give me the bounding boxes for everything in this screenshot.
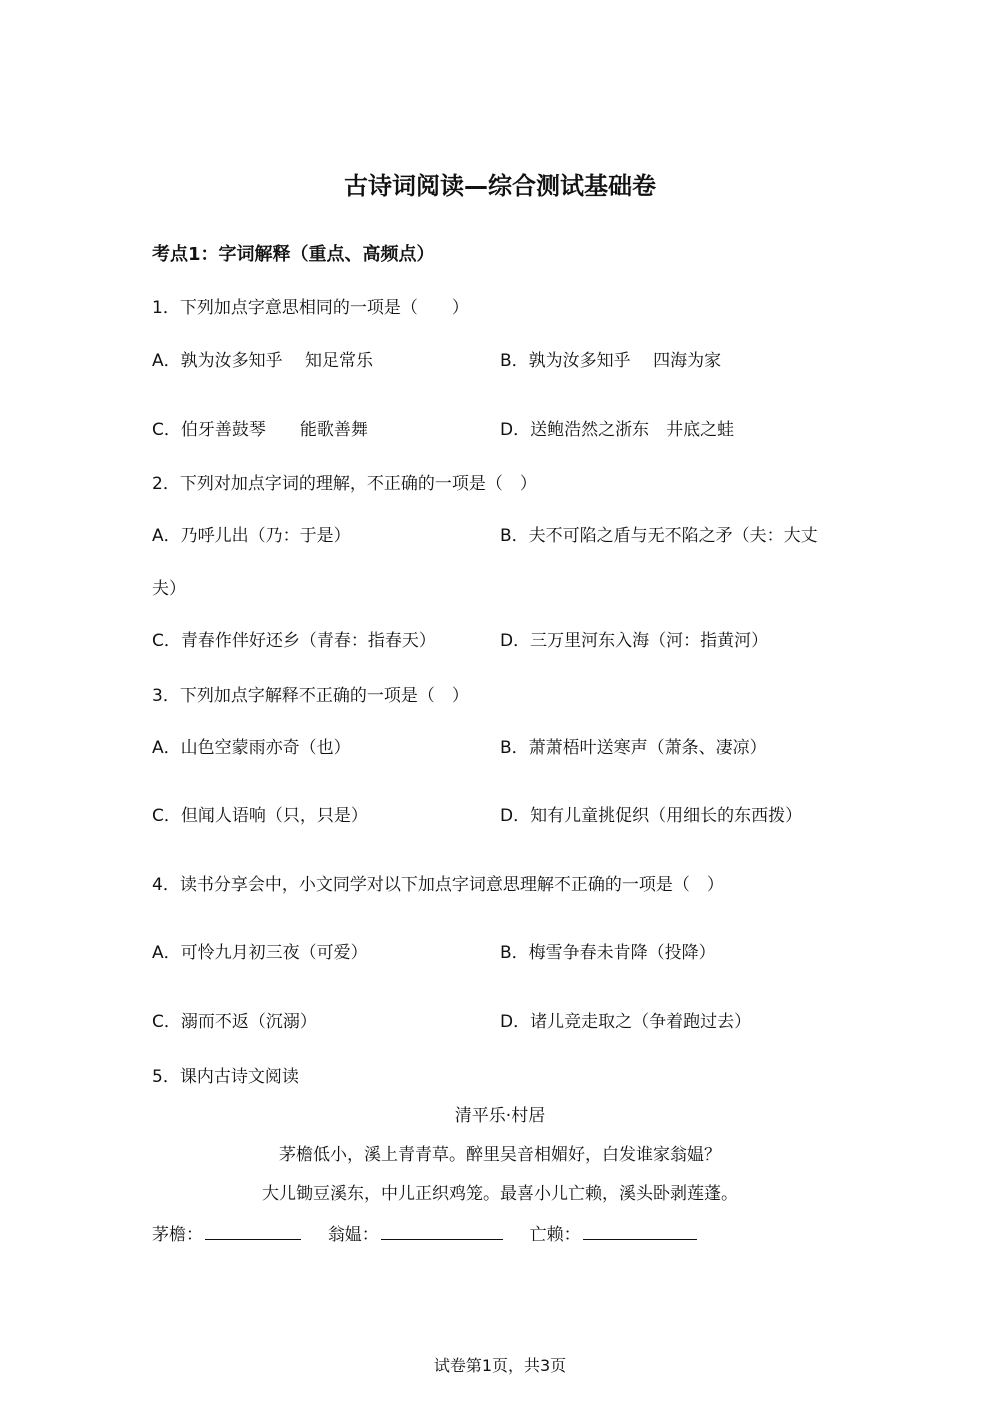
question-3-option-b: B．萧萧梧叶送寒声（萧条、凄凉） [500,738,767,758]
question-2-option-c: C．青春作伴好还乡（青春：指春天） [152,631,436,651]
question-3-option-c: C．但闻人语响（只，只是） [152,806,368,826]
question-4-option-d: D．诸儿竞走取之（争着跑过去） [500,1012,752,1032]
answer-blanks-row [152,1225,697,1244]
question-4-stem: 4．读书分享会中，小文同学对以下加点字词意思理解不正确的一项是（ ） [152,875,724,895]
section-heading: 考点1：字词解释（重点、高频点） [152,244,435,265]
blank-label-wanglai: 亡赖： [529,1225,581,1245]
poem-title: 清平乐·村居 [454,1106,546,1126]
question-1-option-c: C．伯牙善鼓琴 能歌善舞 [152,420,368,440]
question-1-stem: 1．下列加点字意思相同的一项是（ ） [152,298,469,318]
question-4-option-a: A．可怜九月初三夜（可爱） [152,943,368,963]
page-footer: 试卷第1页，共3页 [433,1356,567,1375]
question-3-option-d: D．知有儿童挑促织（用细长的东西拨） [500,806,803,826]
page-title: 古诗词阅读—综合测试基础卷 [344,172,656,200]
answer-blank-maoyan[interactable] [205,1225,301,1240]
question-2-option-d: D．三万里河东入海（河：指黄河） [500,631,769,651]
question-1-option-a: A．孰为汝多知乎 知足常乐 [152,351,374,371]
question-5-stem: 5．课内古诗文阅读 [152,1067,299,1087]
question-4-option-b: B．梅雪争春未肯降（投降） [500,943,716,963]
question-1-option-d: D．送鲍浩然之浙东 井底之蛙 [500,420,735,440]
answer-blank-wanglai[interactable] [583,1225,697,1240]
poem-line-2: 大儿锄豆溪东，中儿正织鸡笼。最喜小儿亡赖，溪头卧剥莲蓬。 [262,1184,738,1204]
question-2-option-b-continued: 夫） [152,579,186,599]
question-3-option-a: A．山色空蒙雨亦奇（也） [152,738,351,758]
question-1-option-b: B．孰为汝多知乎 四海为家 [500,351,722,371]
answer-blank-wengao[interactable] [381,1225,503,1240]
question-4-option-c: C．溺而不返（沉溺） [152,1012,317,1032]
question-2-option-b: B．夫不可陷之盾与无不陷之矛（夫：大丈 [500,526,818,546]
question-2-stem: 2．下列对加点字词的理解，不正确的一项是（ ） [152,474,537,494]
question-2-option-a: A．乃呼儿出（乃：于是） [152,526,351,546]
blank-label-wengao: 翁媪： [327,1225,379,1245]
blank-label-maoyan: 茅檐： [152,1225,203,1245]
question-3-stem: 3．下列加点字解释不正确的一项是（ ） [152,686,469,706]
poem-line-1: 茅檐低小，溪上青青草。醉里吴音相媚好，白发谁家翁媪？ [279,1145,721,1165]
